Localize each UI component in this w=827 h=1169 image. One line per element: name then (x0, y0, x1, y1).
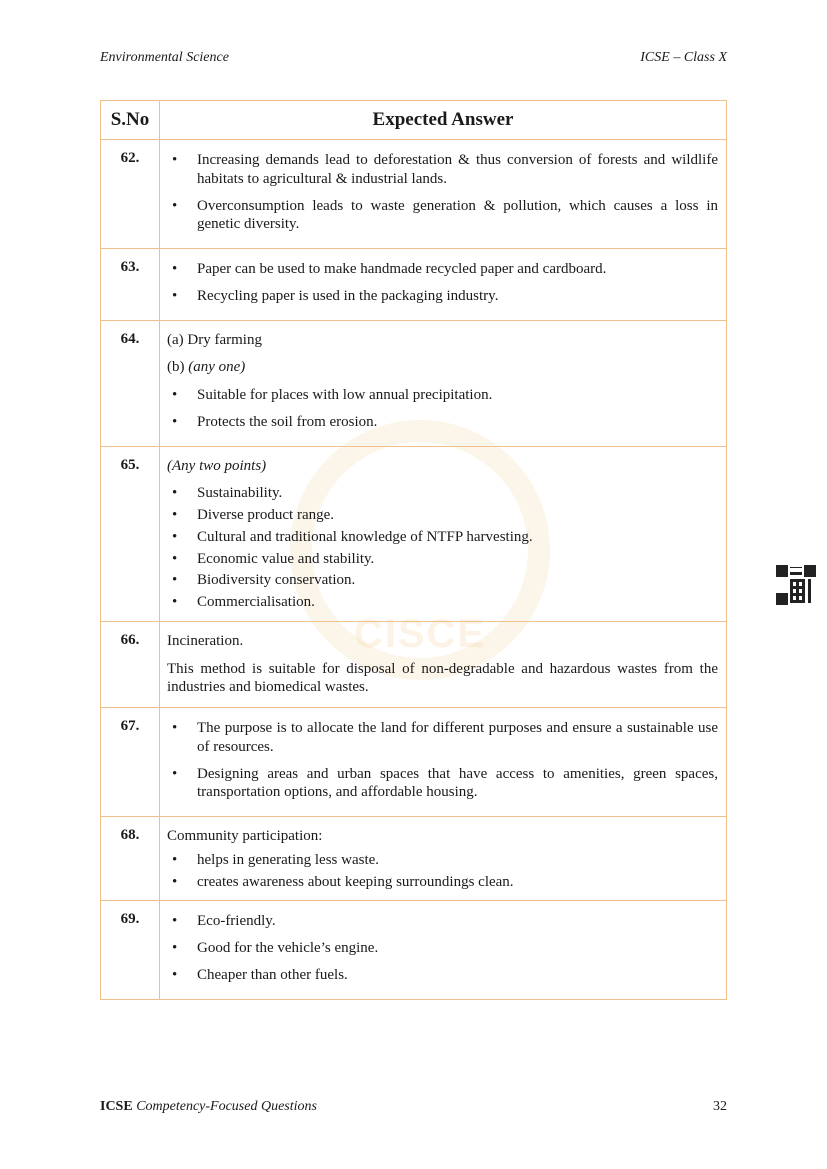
row-number: 63. (101, 249, 160, 321)
watermark-text: CISCE (353, 612, 487, 656)
row-number: 68. (101, 817, 160, 901)
answer-bullet: • Increasing demands lead to deforestation & thus conversion of forests and wildlife habitats to agricultural & industrial lands. (167, 151, 718, 189)
table-row (101, 446, 727, 621)
row-number: 62. (101, 140, 160, 249)
answer-bullet: • Biodiversity conservation. (167, 571, 718, 590)
table-row (101, 817, 727, 901)
answer-cell (160, 140, 727, 249)
answer-bullet: • Protects the soil from erosion. (167, 413, 718, 432)
column-header-expected-answer: Expected Answer (160, 101, 727, 140)
row-number: 69. (101, 901, 160, 999)
answer-cell (160, 708, 727, 817)
table-row (101, 249, 727, 321)
answer-bullet: • Designing areas and urban spaces that have access to amenities, green spaces, transportation options, and affordable housing. (167, 765, 718, 803)
answer-part-b (167, 358, 718, 377)
answer-cell (160, 320, 727, 446)
row-number: 65. (101, 446, 160, 621)
header-class: ICSE – Class X (640, 50, 727, 65)
answer-part-a: (a) Dry farming (167, 331, 262, 348)
header-subject: Environmental Science (100, 50, 229, 65)
table-row (101, 320, 727, 446)
answer-cell (160, 621, 727, 707)
row-number: 64. (101, 320, 160, 446)
qr-code-icon (776, 565, 816, 605)
answer-bullet: • Suitable for places with low annual precipitation. (167, 386, 718, 405)
answer-bullet: • Good for the vehicle’s engine. (167, 939, 718, 958)
table-row (101, 140, 727, 249)
expected-answer-table (100, 100, 727, 1000)
answer-bullet: • creates awareness about keeping surroundings clean. (167, 873, 718, 892)
answer-bullet: • Recycling paper is used in the packaging industry. (167, 287, 718, 306)
answer-bullet: • Eco-friendly. (167, 912, 718, 931)
footer-brand: ICSE (100, 1099, 133, 1114)
page-number: 32 (713, 1099, 727, 1114)
answer-bullet: • Sustainability. (167, 484, 718, 503)
answer-line: Incineration. (167, 632, 244, 649)
table-row (101, 901, 727, 999)
answer-bullet: • Cultural and traditional knowledge of NTFP harvesting. (167, 528, 718, 547)
answer-bullet: • helps in generating less waste. (167, 851, 718, 870)
answer-intro: Community participation: (167, 828, 323, 844)
part-b-note: (any one) (188, 359, 246, 376)
table-row (101, 621, 727, 707)
table-row (101, 708, 727, 817)
answer-bullet: • Cheaper than other fuels. (167, 966, 718, 985)
table-header-row (101, 101, 727, 140)
answer-bullet: • Paper can be used to make handmade recycled paper and cardboard. (167, 260, 718, 279)
answer-bullet: • Diverse product range. (167, 506, 718, 525)
answer-cell (160, 446, 727, 621)
footer-subtitle: Competency-Focused Questions (136, 1099, 317, 1114)
row-number: 67. (101, 708, 160, 817)
answer-bullet: • Commercialisation. (167, 593, 718, 612)
column-header-sno: S.No (101, 101, 160, 140)
answer-cell (160, 249, 727, 321)
answer-note: (Any two points) (167, 457, 267, 474)
answer-cell (160, 901, 727, 999)
answer-bullet: • The purpose is to allocate the land for different purposes and ensure a sustainable use of resources. (167, 719, 718, 757)
answer-bullet: • Overconsumption leads to waste generation & pollution, which causes a loss in genetic diversity. (167, 197, 718, 235)
answer-bullet: • Economic value and stability. (167, 550, 718, 569)
row-number: 66. (101, 621, 160, 707)
answer-cell (160, 817, 727, 901)
part-b-prefix: (b) (167, 359, 189, 376)
footer-title (100, 1099, 317, 1115)
answer-line: This method is suitable for disposal of non-degradable and hazardous wastes from the industries and biomedical wastes. (167, 660, 718, 696)
